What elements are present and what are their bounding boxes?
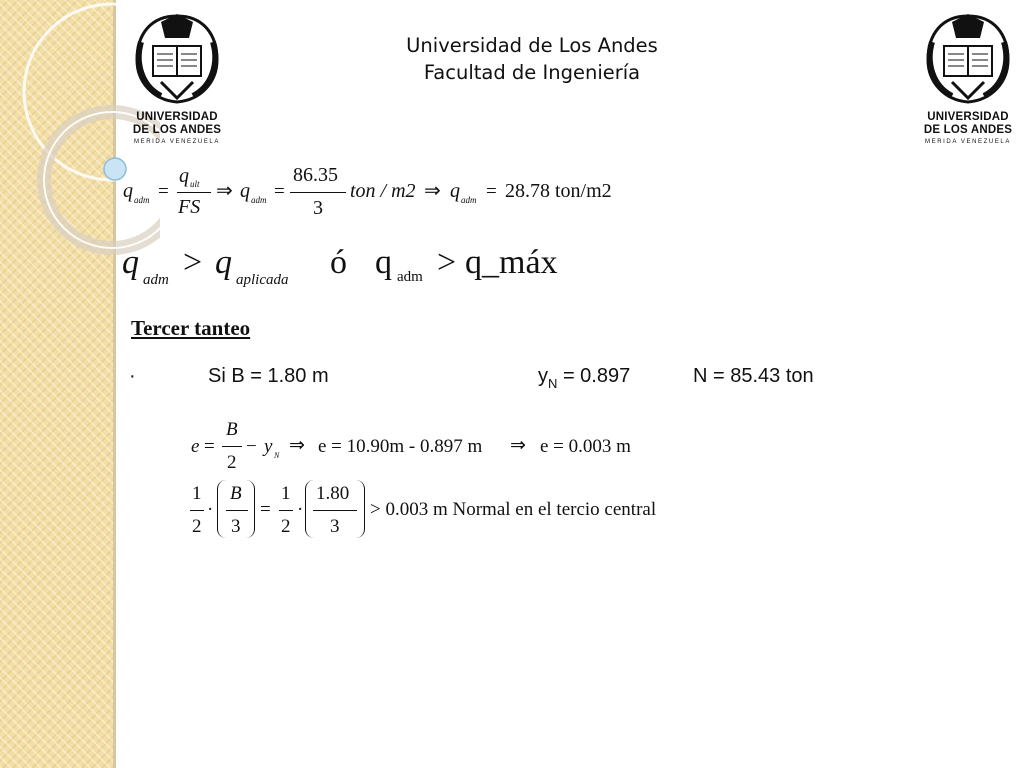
eq4-two2: 2 [281,516,291,537]
eq4-bar1 [190,510,204,511]
eq4-paren-right [246,480,255,538]
eq2-gt: > [183,244,203,281]
eq4-bar2 [226,510,248,511]
eq3-fraction-bar [222,446,242,447]
implies-icon: ⇒ [424,180,441,202]
implies-icon: ⇒ [216,180,233,202]
logo-text-line1: UNIVERSIDAD [136,111,218,123]
bullet-circle-icon [104,158,126,180]
eq4-three: 3 [231,516,241,537]
eq4-paren-right2 [356,480,365,538]
university-logo-right [922,12,1014,152]
eq1-equals: = [158,181,169,202]
eq3-n-sub: N [274,451,280,460]
logo-text-line3: MERIDA VENEZUELA [925,139,1011,145]
eq4-end: > 0.003 m Normal en el tercio central [370,499,657,520]
eq1-fraction-bar2 [290,192,346,193]
eq3-mid: e = 10.90m - 0.897 m [318,436,483,457]
eq1-fs: FS [178,196,201,218]
logo-text-line2: DE LOS ANDES [923,124,1013,136]
y-subscript: N [548,376,558,391]
bullet: · [129,365,136,387]
eq3-y: y [264,436,273,457]
eq1-q: q [123,180,133,202]
eq3-end: e = 0.003 m [540,436,631,457]
implies-icon: ⇒ [510,435,526,456]
eq1-denominator: 3 [313,197,323,219]
eq2-q: q [122,244,139,281]
eq1-adm-sub: adm [134,195,150,205]
eq4-three2: 3 [330,516,340,537]
eq1-result: 28.78 ton/m2 [505,180,612,202]
logo-text-line1: UNIVERSIDAD [927,111,1009,123]
eq2-gt2: > [437,244,457,281]
y-label [538,365,631,391]
b-value: Si B = 1.80 m [208,365,329,387]
y-value: = 0.897 [557,365,631,387]
eq1-q3: q [450,180,460,202]
eq2-adm-sub2: adm [397,269,423,285]
eq1-ult-sub: ult [190,179,200,189]
logo-text-line2: DE LOS ANDES [132,124,222,136]
eq1-q2: q [240,180,250,202]
eq4-bar3 [279,510,293,511]
header-faculty: Facultad de Ingeniería [423,61,641,84]
header-university: Universidad de Los Andes [406,34,658,57]
eq1-adm-sub3: adm [461,195,477,205]
section-title: Tercer tanteo [131,316,251,340]
eq2-aplicada-sub: aplicada [236,272,289,288]
eq2-adm-sub: adm [143,272,169,288]
eq4-val: 1.80 [316,483,350,504]
eq3-two: 2 [227,452,237,473]
university-logo-left [131,12,223,152]
eq1-q-num: q [179,165,189,187]
eq1-numerator: 86.35 [293,164,338,186]
eq3-equals: = [204,436,215,457]
implies-icon: ⇒ [289,435,305,456]
eq4-one2: 1 [281,483,291,504]
eq2-rhs: q_máx [465,244,558,281]
page-header [382,32,682,86]
eq1-adm-sub2: adm [251,195,267,205]
eq2-or: ó [330,244,347,281]
eq4-dot2: · [297,499,304,520]
eq4-paren-left [217,480,226,538]
n-value: N = 85.43 ton [693,365,814,387]
eq4-one: 1 [192,483,202,504]
eq2-q2: q [215,244,232,281]
logo-text-line3: MERIDA VENEZUELA [134,139,220,145]
eq1-equals2: = [274,181,285,202]
eq4-paren-left2 [305,480,314,538]
eq3-e: e [191,436,200,457]
eq4-b: B [230,483,242,504]
eq2-q3: q [375,244,392,281]
eq3-b: B [226,419,238,440]
eq1-unit: ton / m2 [350,180,416,202]
eq1-fraction-bar [177,192,211,193]
y-letter: y [538,365,548,387]
eq4-two: 2 [192,516,202,537]
university-seal-icon [131,12,223,107]
eq1-equals3: = [486,181,497,202]
eq4-bar4 [313,510,357,511]
university-seal-icon [922,12,1014,107]
eq3-minus: − [246,436,257,457]
eq4-dot: · [207,499,214,520]
eq4-equals: = [260,499,271,520]
